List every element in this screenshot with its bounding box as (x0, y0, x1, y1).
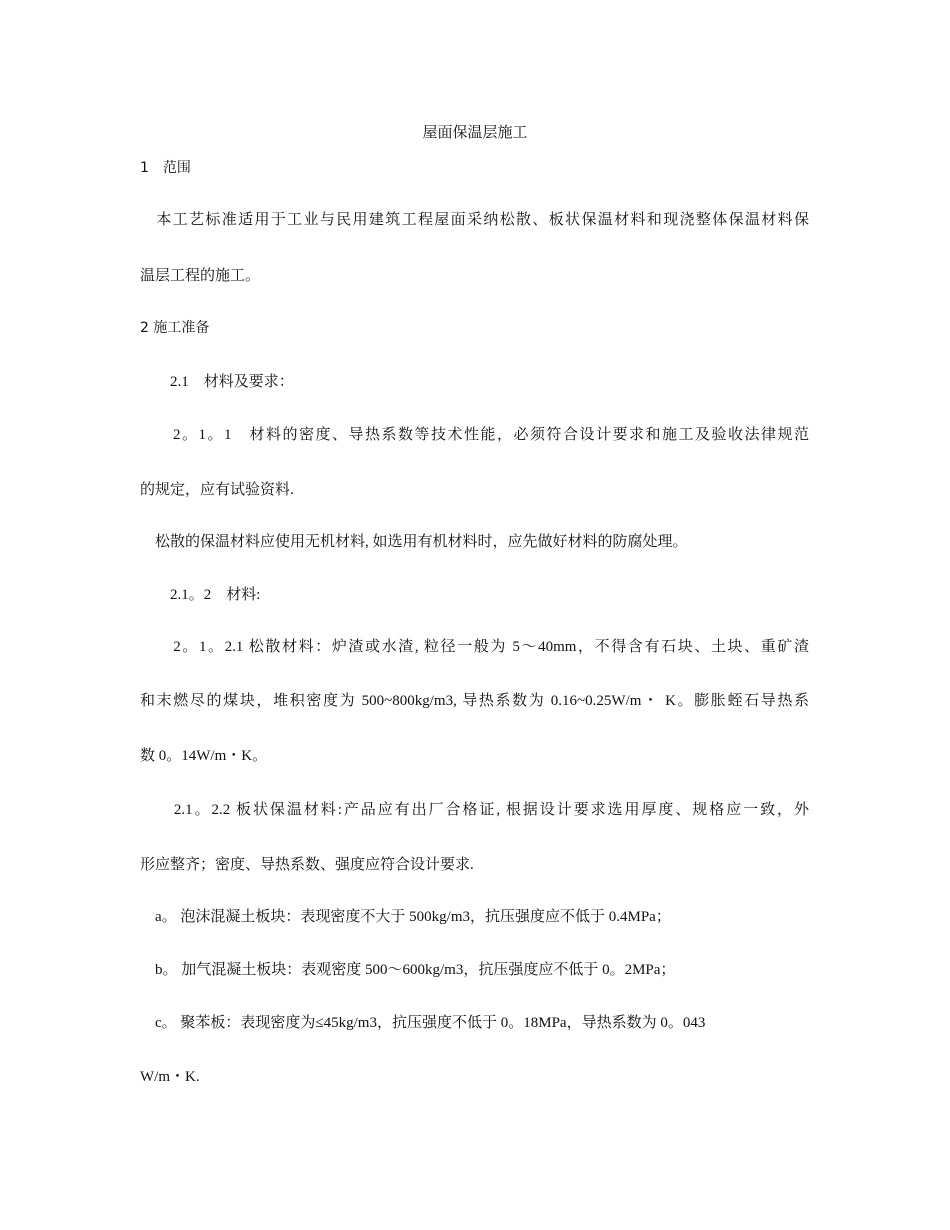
document-title: 屋面保温层施工 (422, 125, 528, 141)
clause-2-1-1-line-2: 的规定，应有试验资料. (140, 482, 294, 498)
subsection-2-1: 2.1 材料及要求： (140, 374, 294, 390)
section-2-heading: 2 施工准备 (140, 320, 210, 336)
scope-paragraph-line-1: 本工艺标准适用于工业与民用建筑工程屋面采纳松散、板状保温材料和现浇整体保温材料保 (140, 212, 809, 228)
list-item-b: b。 加气混凝土板块：表观密度 500～600kg/m3，抗压强度应不低于 0。2MPa； (140, 962, 676, 978)
list-item-c-line-1: c。 聚苯板：表现密度为≤45kg/m3，抗压强度不低于 0。18MPa，导热系数为 0。043 (140, 1015, 706, 1031)
clause-2-1-2-1-line-3: 数 0。14W/m・K。 (140, 748, 268, 764)
loose-material-note: 松散的保温材料应使用无机材料, 如选用有机材料时，应先做好材料的防腐处理。 (140, 534, 688, 550)
clause-2-1-1-line-1: 2。1。1 材料的密度、导热系数等技术性能，必须符合设计要求和施工及验收法律规范 (140, 427, 809, 443)
clause-2-1-2-1-line-1: 2。1。2.1 松散材料：炉渣或水渣, 粒径一般为 5～40mm，不得含有石块、土块、重矿渣 (140, 639, 809, 655)
subsection-2-1-2: 2.1。2 材料: (140, 587, 261, 603)
section-1-heading: 1 范围 (140, 160, 191, 176)
list-item-c-line-2: W/m・K. (140, 1069, 200, 1085)
clause-2-1-2-2-line-1: 2.1。2.2 板状保温材料:产品应有出厂合格证, 根据设计要求选用厚度、规格应一致，外 (140, 802, 809, 818)
clause-2-1-2-1-line-2: 和末燃尽的煤块，堆积密度为 500~800kg/m3, 导热系数为 0.16~0.25W/m・ K。膨胀蛭石导热系 (140, 693, 809, 709)
list-item-a: a。 泡沫混凝土板块：表现密度不大于 500kg/m3，抗压强度应不低于 0.4MPa； (140, 909, 671, 925)
clause-2-1-2-2-line-2: 形应整齐；密度、导热系数、强度应符合设计要求. (140, 857, 474, 873)
scope-paragraph-line-2: 温层工程的施工。 (140, 268, 261, 284)
